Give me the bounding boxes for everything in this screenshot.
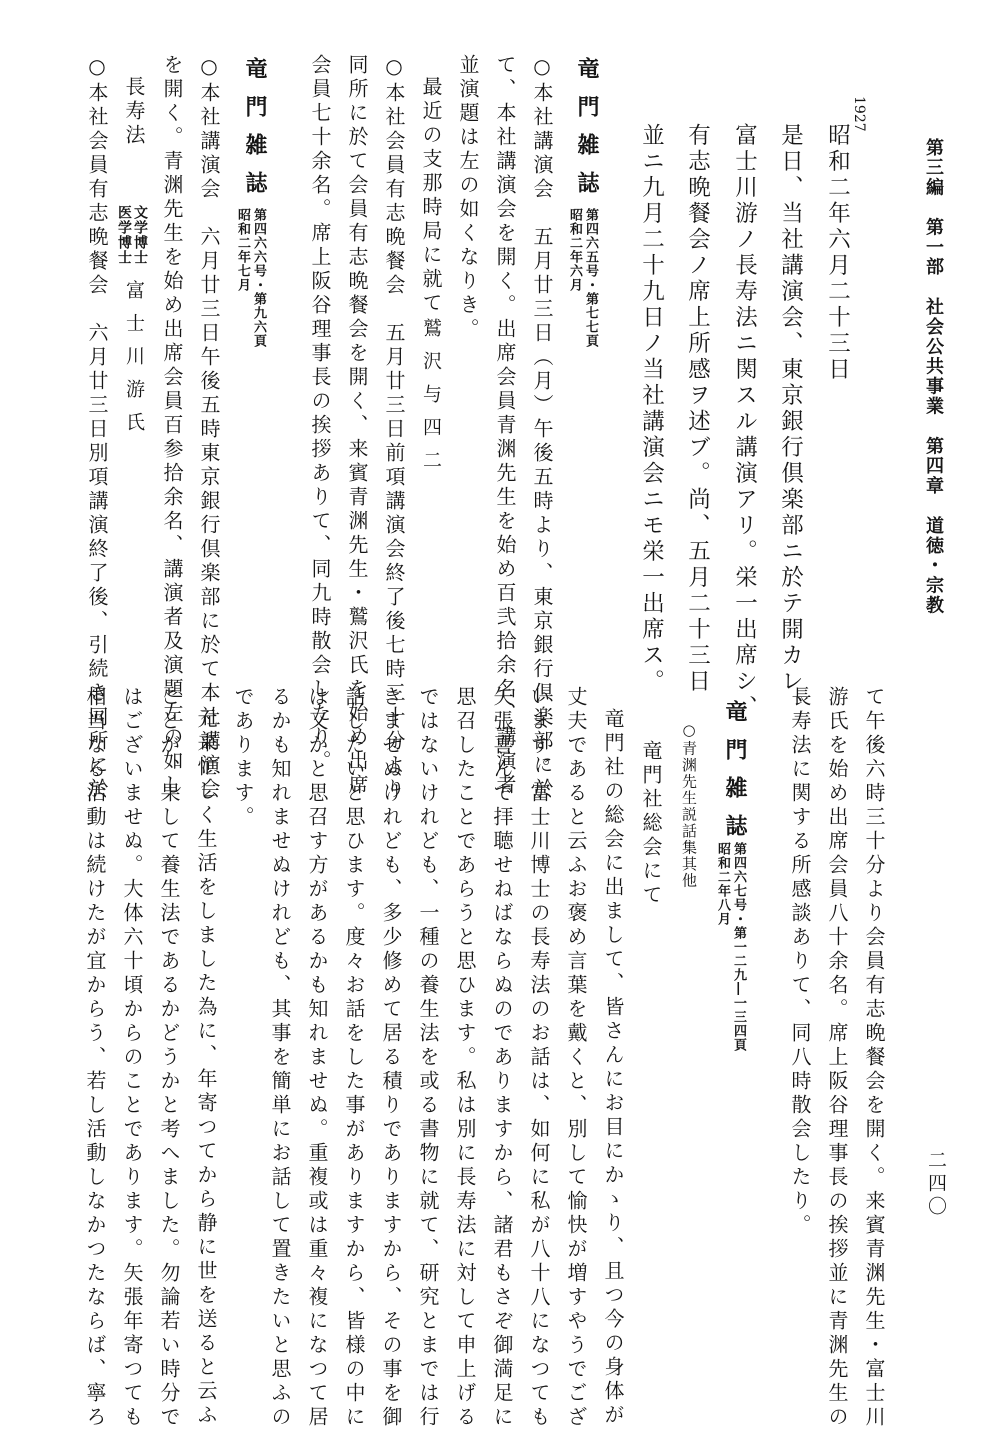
body-line: ○本社講演会 六月廿三日午後五時東京銀行倶楽部に於て本社講演会 <box>197 54 221 802</box>
lecture-title: 最近の支那時局に就て <box>419 76 443 316</box>
body-line: 相当なる活動は続けたが宜からう、若し活動しなかつたならば、寧ろ <box>83 686 107 1430</box>
body-line: 矢張喜んで拝聴せねばならぬのでありますから、諸君もさぞ御満足に <box>490 686 514 1430</box>
body-line: 長寿法に関する所感談ありて、同八時散会したり。 <box>788 686 812 1238</box>
source-reference: 第四六五号・第七七頁 <box>583 208 598 348</box>
article-series-title: ○青渊先生説話集其他 <box>680 721 698 889</box>
entry-date: 昭和二年六月二十三日 <box>824 123 851 383</box>
body-line: は又かと思召す方があるかも知れませぬ。重複或は重々複になつて居 <box>305 686 329 1430</box>
source-date: 昭和二年八月 <box>715 842 730 926</box>
body-line: きませぬけれども、多少修めて居る積りでありますから、その事を御 <box>379 686 403 1430</box>
body-line: を開く。青渊先生を始め出席会員百参拾余名、講演者及演題左の如し <box>160 54 184 798</box>
body-line: はございませぬ。大体六十頃からのことであります。矢張年寄つても <box>120 686 144 1430</box>
body-line: 游氏を始め出席会員八十余名。席上阪谷理事長の挨拶並に青渊先生の <box>825 686 849 1430</box>
source-reference: 第四六六号・第九六頁 <box>251 208 266 348</box>
body-line: 話したいと思ひます。度々お話をした事がありますから、皆様の中に <box>342 686 366 1430</box>
source-reference: 第四六七号・第一二九―一三四頁 <box>731 842 746 1052</box>
body-line: て午後六時三十分より会員有志晩餐会を開く。来賓青渊先生・富士川 <box>862 686 886 1430</box>
body-line: ○本社会員有志晩餐会 六月廿三日別項講演終了後、引続き同所に於 <box>85 54 109 802</box>
source-date: 昭和二年六月 <box>567 208 582 292</box>
running-head: 第三編 第一部 社会公共事業 第四章 道徳・宗教 <box>923 138 944 616</box>
body-line: 竜門社の総会に出まして、皆さんにお目にかゝり、且つ今の身体が <box>601 708 625 1428</box>
source-title: 竜門雑誌 <box>722 700 748 852</box>
lecturer-name: 富士川游氏 <box>123 280 145 445</box>
body-line: 思召したことであらうと思ひます。私は別に長寿法に対して申上げる <box>453 686 477 1430</box>
summary-line: 有志晩餐会ノ席上所感ヲ述ブ。尚、五月二十三日 <box>684 123 711 695</box>
source-date: 昭和二年七月 <box>235 208 250 292</box>
degree-label: 医学博士 <box>116 205 132 265</box>
year-marker: 1927 <box>851 96 867 132</box>
source-title: 竜門雑誌 <box>574 57 600 209</box>
body-line: て、本社講演会を開く。出席会員青渊先生を始め百弐拾余名、講演者 <box>493 54 517 798</box>
summary-line: 富士川游ノ長寿法ニ関スル講演アリ。栄一出席シ、 <box>731 123 758 721</box>
summary-line: 並ニ九月二十九日ノ当社講演会ニモ栄一出席ス。 <box>638 123 665 695</box>
body-line: 丈夫であると云ふお褒め言葉を戴くと、別して愉快が増すやうでござ <box>564 686 588 1430</box>
body-line: であります。 <box>231 686 255 830</box>
body-line: 同所に於て会員有志晩餐会を開く、来賓青渊先生・鷲沢氏を始め出席 <box>345 54 369 798</box>
body-line: ○本社講演会 五月廿三日（月）午後五時より、東京銀行倶楽部に於 <box>530 54 554 802</box>
lecture-title: 長寿法 <box>122 76 146 148</box>
body-line: 会員七十余名。席上阪谷理事長の挨拶ありて、同九時散会したり。 <box>308 54 332 774</box>
summary-line: 是日、当社講演会、東京銀行倶楽部ニ於テ開カレ、 <box>777 123 804 721</box>
body-line: ではないけれども、一種の養生法を或る書物に就て、研究とまでは行 <box>416 686 440 1430</box>
body-line: ことが、果して養生法であるかどうかと考へました。勿論若い時分で <box>157 686 181 1430</box>
body-line: るかも知れませぬけれども、其事を簡単にお話して置きたいと思ふの <box>268 686 292 1430</box>
degree-label: 文学博士 <box>132 205 148 265</box>
body-line: います。富士川博士の長寿法のお話は、如何に私が八十八になつても <box>527 686 551 1430</box>
article-title: 竜門社総会にて <box>639 740 663 908</box>
body-line: ○本社会員有志晩餐会 五月廿三日前項講演会終了後七時三十分より <box>382 54 406 802</box>
lecturer-name: 鷲沢与四二 <box>420 318 442 483</box>
page-number: 二四〇 <box>925 1150 947 1219</box>
body-line: 並演題は左の如くなりき。 <box>456 54 480 342</box>
body-line: 元来忙しく生活をしました為に、年寄つてから静に世を送ると云ふ <box>194 708 218 1428</box>
source-title: 竜門雑誌 <box>242 57 268 209</box>
